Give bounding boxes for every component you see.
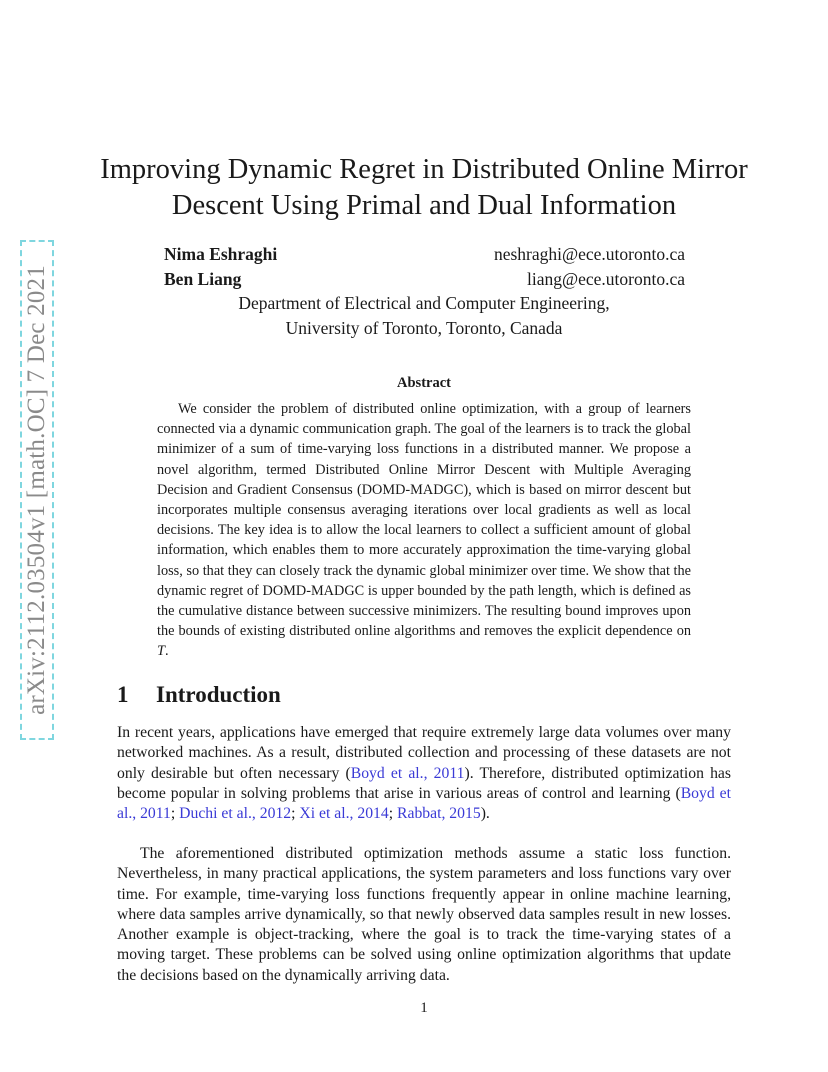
affiliation-line: Department of Electrical and Computer Engineering, <box>238 293 610 313</box>
abstract-end: . <box>164 643 169 660</box>
abstract-variable: T <box>157 643 165 660</box>
intro-paragraph-1 <box>117 723 731 824</box>
author-email[interactable]: neshraghi@ece.utoronto.ca <box>493 244 685 264</box>
citation-link[interactable]: Boyd et al., 2011 <box>117 784 731 823</box>
paper-title: Improving Dynamic Regret in Distributed Online Mirror Descent Using Primal and Dual Information <box>100 154 748 221</box>
abstract-text <box>157 399 691 662</box>
page-number: 1 <box>420 1000 428 1016</box>
author-email[interactable]: liang@ece.utoronto.ca <box>527 269 685 289</box>
section-number: 1 <box>117 682 129 707</box>
intro-paragraph-2: The aforementioned distributed optimization methods assume a static loss function. Nevertheless, in many practical applications, the system parameters and loss functions vary over time. For example, time-varying loss functions frequently appear in online machine learning, where data samples arrive dynamically, so that newly observed data samples result in new losses. Another example is object-tracking, where the goal is to track the time-varying states of a moving target. These problems can be solved using online optimization algorithms that update the decisions based on the dynamically arriving data. <box>117 845 731 984</box>
citation-link[interactable]: Boyd et al., 2011 <box>350 764 465 782</box>
separator: ; <box>388 805 398 823</box>
citation-link[interactable]: Rabbat, 2015 <box>397 805 481 823</box>
arxiv-stamp-text: arXiv:2112.03504v1 [math.OC] 7 Dec 2021 <box>23 265 50 715</box>
paragraph-text: ). <box>480 805 490 823</box>
citation-link[interactable]: Xi et al., 2014 <box>299 805 389 823</box>
affiliation <box>150 291 698 341</box>
abstract-heading: Abstract <box>397 375 451 391</box>
abstract-body: We consider the problem of distributed online optimization, with a group of learners connected via a dynamic communication graph. The goal of the learners is to track the global minimizer of a sum of time-varying loss functions in a distributed manner. We propose a novel algorithm, termed Distributed Online Mirror Descent with Multiple Averaging Decision and Gradient Consensus (DOMD-MADGC), which is based on mirror descent but incorporates multiple consensus averaging iterations over local gradients as well as local decisions. The key idea is to allow the local learners to collect a sufficient amount of global information, which enables them to more accurately approximation the time-varying global loss, so that they can closely track the dynamic global minimizer over time. We show that the dynamic regret of DOMD-MADGC is upper bounded by the path length, which is defined as the cumulative distance between successive minimizers. The resulting bound improves upon the bounds of existing distributed online algorithms and removes the explicit dependence on <box>157 401 691 640</box>
author-name: Ben Liang <box>164 269 242 289</box>
citation-link[interactable]: Duchi et al., 2012 <box>179 805 292 823</box>
arxiv-stamp <box>20 240 54 740</box>
separator: ; <box>291 805 300 823</box>
paragraph-text: In recent years, applications have emerged that require extremely large data volumes over many networked machines. As a result, distributed collection and processing of these datasets are not only desirable but often necessary ( <box>117 724 731 782</box>
section-heading <box>117 682 281 708</box>
section-title: Introduction <box>156 682 281 707</box>
separator: ; <box>170 805 180 823</box>
affiliation-line: University of Toronto, Toronto, Canada <box>285 318 563 338</box>
author-name: Nima Eshraghi <box>164 244 278 264</box>
paragraph-text: ). Therefore, distributed optimization has become popular in solving problems that arise in various areas of control and learning ( <box>117 764 731 802</box>
